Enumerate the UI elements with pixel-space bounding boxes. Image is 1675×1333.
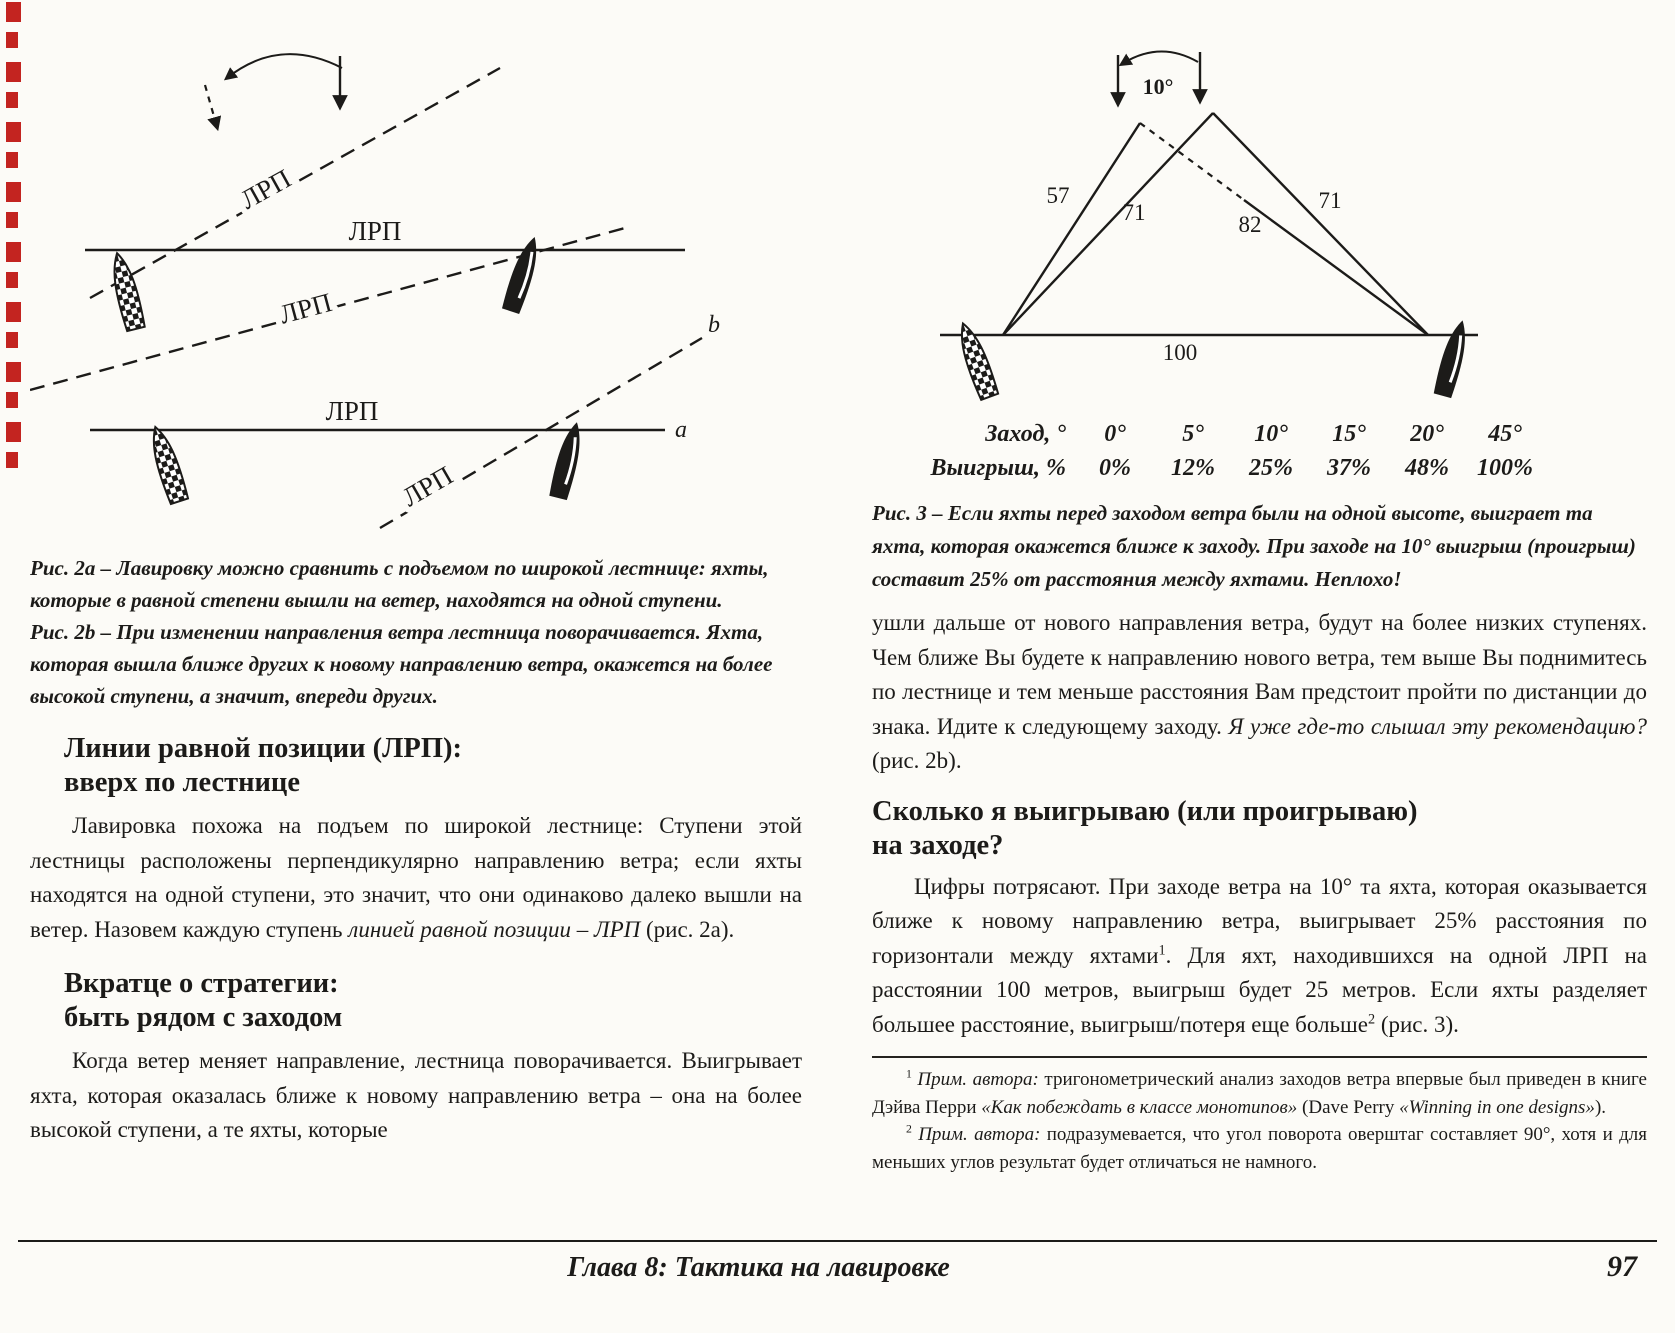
table-cell: 0°: [1104, 421, 1126, 447]
lrp-label: ЛРП: [325, 396, 379, 426]
heading-line: быть рядом с заходом: [64, 1002, 343, 1033]
fig2a-caption-text: Рис. 2a – Лавировку можно сравнить с подъемом по широкой лестнице: яхты, которые в равной степени вышли на ветер, находятся на одной ступени.: [30, 556, 769, 612]
table-cell: 0%: [1099, 455, 1131, 481]
fig3-caption-text: Рис. 3 – Если яхты перед заходом ветра были на одной высоте, выиграет та яхта, которая окажется ближе к заходу. При заходе на 10° выигрыш (проигрыш) составит 25% от расстояния между яхтами. Неплохо!: [872, 501, 1636, 591]
lrp-line-dashed-top: [90, 68, 500, 298]
boat-checkered: [146, 424, 189, 504]
section-heading-lrp: [64, 732, 802, 800]
section-heading-strategy: [64, 967, 802, 1035]
table-cell: 12%: [1171, 455, 1215, 481]
footnote-text: ).: [1594, 1096, 1607, 1118]
left-column: [30, 30, 802, 1148]
fig2-diagram: [30, 30, 802, 535]
para-text: (рис. 2a).: [640, 916, 735, 942]
shift-angle-label: 10°: [1142, 74, 1174, 99]
footnotes-section: [872, 1056, 1647, 1176]
heading-line: на заходе?: [872, 829, 1004, 861]
chapter-footer-title: Глава 8: Тактика на лавировке: [567, 1252, 950, 1283]
footnote-marker: 1: [906, 1067, 912, 1081]
footer-rule: [18, 1240, 1657, 1242]
page-footer: [30, 1252, 1637, 1302]
distance-82-label: 82: [1238, 212, 1262, 237]
book-title-italic: «Как побеждать в классе монотипов»: [981, 1096, 1298, 1118]
boat-black: [548, 420, 587, 501]
para-text-italic: линией равной позиции – ЛРП: [348, 916, 641, 942]
footnote-ref-1: 1: [1158, 941, 1166, 958]
paragraph-lrp: [30, 809, 802, 947]
heading-line: Линии равной позиции (ЛРП):: [64, 733, 462, 764]
book-title-italic: «Winning in one designs»: [1399, 1096, 1595, 1118]
lrp-label: ЛРП: [397, 460, 458, 513]
fig2b-caption-text: Рис. 2b – При изменении направления ветра лестница поворачивается. Яхта, которая вышла ближе других к новому направлению ветра, окажется на более высокой ступени, а значит, впереди других.: [30, 620, 773, 708]
wind-arrow-old: [205, 85, 217, 127]
para-text-italic: Я уже где-то слышал эту рекомендацию?: [1228, 713, 1647, 739]
para-text: Лавировка похожа на подъем по широкой лестнице: Ступени этой лестницы расположены перпендикулярно направлению ветра; если яхты находятся на одной ступени, это значит, что они одинаково далеко вышли на ветер. Назовем каждую ступень: [30, 813, 802, 942]
fig3-diagram: [872, 40, 1647, 406]
fig2-caption: [30, 552, 802, 712]
boat-black: [501, 234, 544, 314]
table-cell: 5°: [1182, 421, 1204, 447]
para-text: (рис. 3).: [1375, 1011, 1459, 1037]
footnote-ref-2: 2: [1367, 1010, 1376, 1027]
wind-shift-arc: [227, 54, 342, 78]
para-text: (рис. 2b).: [872, 748, 962, 773]
right-column: [872, 40, 1647, 1176]
table-row-label: Заход, °: [985, 421, 1066, 447]
heading-line: Вкратце о стратегии:: [64, 968, 339, 999]
footnote-text: (Dave Perry: [1297, 1096, 1400, 1118]
table-row-gain: [898, 451, 1647, 485]
distance-line-right-new: [1244, 200, 1428, 335]
wind-shift-arc: [1122, 51, 1198, 64]
paragraph-strategy: Когда ветер меняет направление, лестница поворачивается. Выигрывает яхта, которая оказалась ближе к новому направлению ветра – она на более высокой ступени, а те яхты, которые: [30, 1048, 802, 1142]
lrp-label: ЛРП: [348, 216, 402, 246]
line-b-label: b: [708, 312, 720, 338]
baseline-100-label: 100: [1162, 340, 1198, 365]
lrp-label: ЛРП: [235, 163, 297, 216]
table-cell: 45°: [1488, 421, 1522, 447]
lrp-label: ЛРП: [276, 286, 336, 330]
table-cell: 48%: [1405, 455, 1449, 481]
page-number: 97: [1607, 1250, 1637, 1283]
scan-artifact: [6, 2, 30, 482]
table-row-label: Выигрыш, %: [930, 455, 1066, 481]
section-heading-gain: [872, 795, 1647, 863]
footnote-1: [872, 1066, 1647, 1121]
fig3-caption: [872, 497, 1647, 596]
distance-57-label: 57: [1046, 183, 1070, 208]
table-cell: 100%: [1477, 455, 1533, 481]
heading-line: Сколько я выигрываю (или проигрываю): [872, 795, 1418, 827]
table-row-angle: [898, 417, 1647, 451]
table-cell: 15°: [1332, 421, 1366, 447]
boat-black: [1433, 318, 1473, 399]
paragraph-continuation: [872, 606, 1647, 779]
table-cell: 10°: [1254, 421, 1288, 447]
distance-71-left-label: 71: [1122, 200, 1146, 225]
para-text: Цифры потрясают. При заходе ветра на 10° та яхта, которая оказывается ближе к новому направлению ветра, выигрывает 25% расстояния по горизонтали между яхтами: [872, 873, 1647, 968]
footnote-text: тригонометрический анализ заходов ветра впервые был приведен в книге Дэйва Перри: [872, 1069, 1647, 1118]
table-cell: 25%: [1249, 455, 1293, 481]
windshift-gain-table: [898, 417, 1647, 485]
line-a-label: a: [675, 417, 687, 443]
footnote-lead: Прим. автора:: [911, 1069, 1039, 1090]
paragraph-gain: [872, 870, 1647, 1043]
table-cell: 20°: [1410, 421, 1444, 447]
footnote-marker: 2: [906, 1122, 912, 1136]
table-cell: 37%: [1327, 455, 1371, 481]
distance-line-left-new: [1003, 123, 1140, 335]
footnote-text: подразумевается, что угол поворота оверштаг составляет 90°, хотя и для меньших углов результат будет отличаться не намного.: [872, 1124, 1647, 1173]
footnote-2: [872, 1121, 1647, 1176]
distance-71-right-label: 71: [1318, 188, 1342, 213]
footnote-lead: Прим. автора:: [911, 1124, 1041, 1145]
boat-checkered: [107, 251, 146, 332]
para-text: . Для яхт, находившихся на одной ЛРП на расстоянии 100 метров, выигрыш будет 25 метров. Если яхты разделяет большее расстояние, выигрыш/потеря еще больше: [872, 942, 1647, 1037]
distance-line-left-old: [1003, 113, 1213, 335]
boat-checkered: [953, 320, 999, 400]
heading-line: вверх по лестнице: [64, 767, 301, 798]
para-text: ушли дальше от нового направления ветра, будут на более низких ступенях. Чем ближе Вы будете к направлению нового ветра, тем выше Вы поднимитесь по лестнице и тем меньше расстояния Вам предстоит пройти по дистанции до знака. Идите к следующему заходу.: [872, 610, 1647, 739]
